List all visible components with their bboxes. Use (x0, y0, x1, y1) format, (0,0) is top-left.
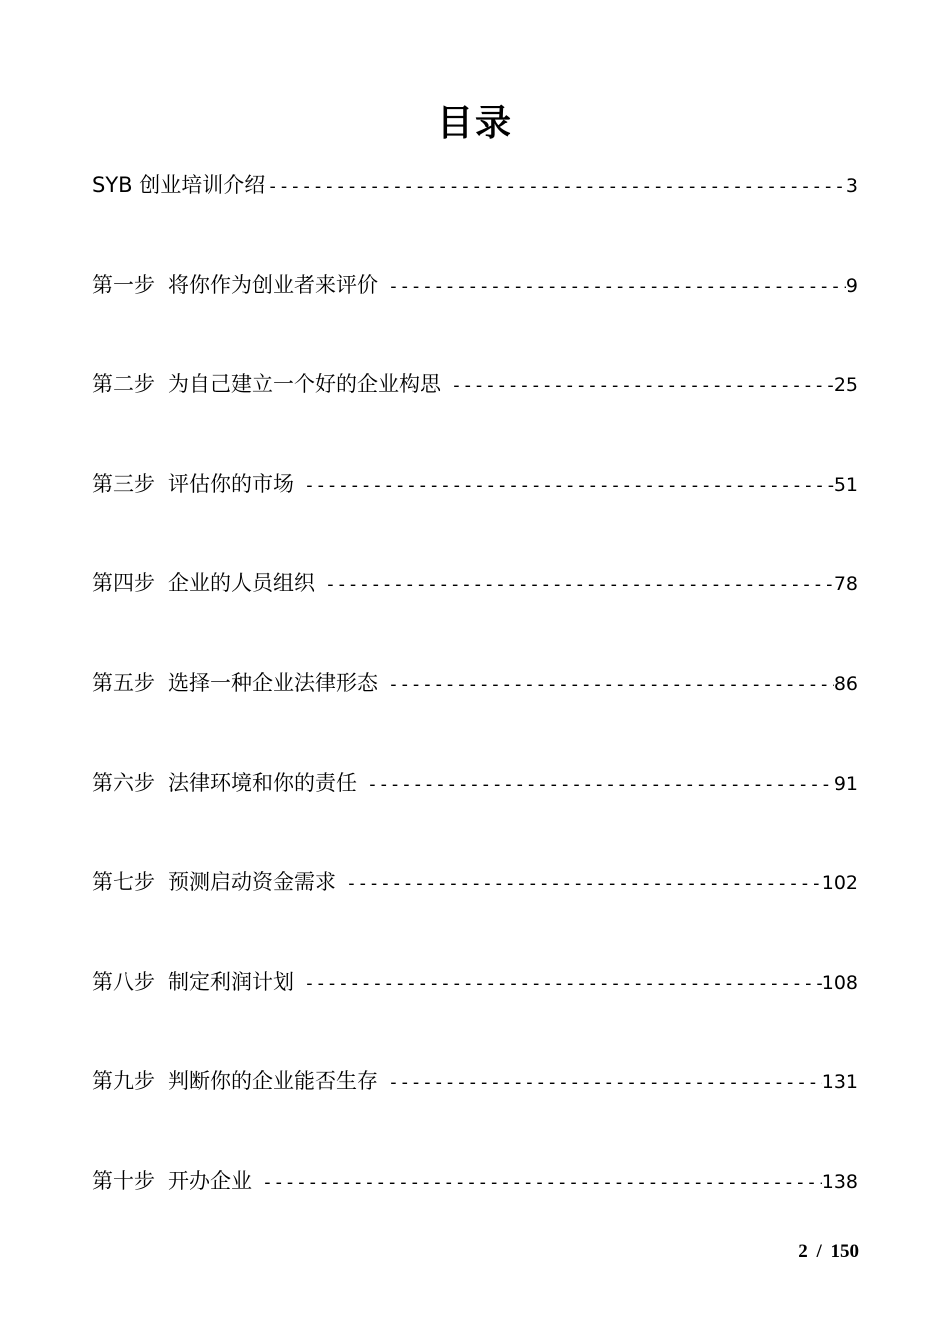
toc-entry-title: 法律环境和你的责任 (168, 770, 357, 795)
toc-entry-step-4[interactable] (92, 565, 858, 601)
toc-step-label: 第二步 (92, 372, 155, 397)
toc-dot-leader (262, 1165, 822, 1201)
toc-dot-leader (267, 169, 846, 205)
toc-dot-leader (451, 368, 834, 404)
toc-page-number: 131 (821, 1071, 858, 1094)
toc-entry-step-1[interactable] (92, 267, 858, 303)
toc-entry-step-5[interactable] (92, 665, 858, 701)
toc-page-number: 3 (845, 175, 858, 197)
toc-dot-leader (346, 866, 822, 902)
toc-page-number: 138 (821, 1170, 858, 1193)
page-title: 目录 (436, 103, 513, 145)
toc-page-number: 102 (821, 872, 858, 895)
toc-entry-step-3[interactable] (92, 466, 858, 502)
toc-entry-step-7[interactable] (92, 864, 858, 900)
toc-entry-step-6[interactable] (92, 765, 858, 801)
toc-dot-leader (304, 468, 834, 504)
toc-entry-step-8[interactable] (92, 964, 858, 1000)
toc-step-label: 第一步 (92, 272, 155, 297)
toc-entry-title: 将你作为创业者来评价 (168, 272, 378, 297)
toc-page-number: 91 (833, 772, 858, 795)
toc-page-number: 108 (821, 971, 858, 994)
toc-page-number: 86 (833, 672, 858, 695)
toc-entry-title: 选择一种企业法律形态 (168, 670, 378, 695)
toc-entry-title: 制定利润计划 (168, 969, 294, 994)
page-number-footer: 2 / 150 (798, 1241, 859, 1262)
toc-entry-title: 评估你的市场 (168, 471, 294, 496)
toc-dot-leader (388, 667, 834, 703)
toc-entry-title: 判断你的企业能否生存 (168, 1069, 378, 1094)
toc-entry-title: 企业的人员组织 (168, 571, 315, 596)
toc-dot-leader (367, 767, 834, 803)
toc-entry-step-10[interactable] (92, 1163, 858, 1199)
toc-step-label: 第七步 (92, 870, 155, 895)
toc-entry-step-2[interactable] (92, 366, 858, 402)
toc-entry-syb-intro[interactable] (92, 167, 858, 203)
toc-dot-leader (388, 269, 846, 305)
toc-dot-leader (388, 1065, 822, 1101)
toc-dot-leader (304, 966, 822, 1002)
toc-entry-title: SYB 创业培训介绍 (92, 173, 266, 197)
toc-entry-title: 预测启动资金需求 (168, 870, 336, 895)
toc-step-label: 第八步 (92, 969, 155, 994)
toc-page-number: 25 (833, 374, 858, 397)
toc-entry-title: 开办企业 (168, 1168, 252, 1193)
toc-step-label: 第十步 (92, 1168, 155, 1193)
toc-step-label: 第四步 (92, 571, 155, 596)
toc-page-number: 78 (833, 573, 858, 596)
toc-entry-step-9[interactable] (92, 1063, 858, 1099)
toc-dot-leader (325, 567, 834, 603)
toc-page-number: 9 (845, 274, 858, 297)
toc-step-label: 第六步 (92, 770, 155, 795)
toc-step-label: 第九步 (92, 1069, 155, 1094)
toc-step-label: 第五步 (92, 670, 155, 695)
table-of-contents (92, 167, 858, 1199)
toc-entry-title: 为自己建立一个好的企业构思 (168, 372, 441, 397)
toc-page-number: 51 (833, 473, 858, 496)
toc-step-label: 第三步 (92, 471, 155, 496)
